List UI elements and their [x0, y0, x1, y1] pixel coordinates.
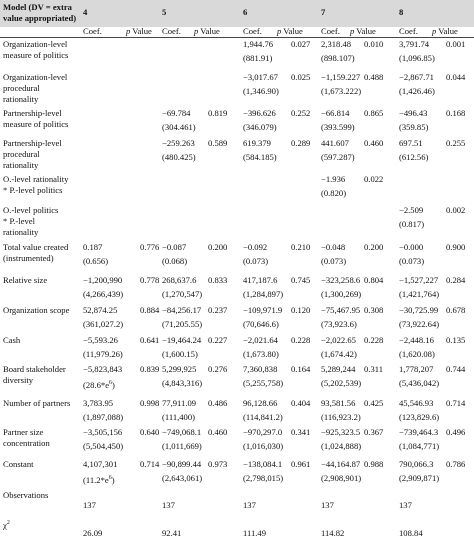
coef-value: −75,467.95 — [321, 305, 361, 315]
coef-value: −749,068.1 — [162, 427, 202, 437]
coef-value: −2,448.16 — [399, 335, 434, 345]
std-error: (0.656) — [83, 256, 109, 266]
std-error: (73,923.6) — [321, 319, 357, 329]
coef-value: −1,527,227 — [399, 275, 439, 285]
std-error: (1,897,088) — [83, 412, 124, 422]
p-value: 0.276 — [208, 364, 228, 374]
coef-value: −3,017.67 — [243, 72, 278, 82]
p-value: 0.833 — [208, 275, 228, 285]
coef-value: −3,505,156 — [83, 427, 123, 437]
coef-value: −396.626 — [243, 108, 276, 118]
coef-value: 1,944.76 — [243, 39, 274, 49]
p-value: 0.678 — [446, 305, 466, 315]
std-error: (1,011,669) — [162, 441, 202, 451]
std-error: (0.073) — [321, 256, 347, 266]
std-error: (1,024,888) — [321, 441, 362, 451]
summary-value: 114.82 — [321, 528, 345, 538]
p-value: 0.002 — [446, 205, 466, 215]
p-value: 0.341 — [291, 427, 311, 437]
p-value-header: p Value — [126, 26, 152, 36]
std-error: (1,673.80) — [243, 349, 279, 359]
p-value-header: p Value — [350, 26, 376, 36]
coef-value: 441.607 — [321, 138, 349, 148]
p-value: 0.589 — [208, 138, 228, 148]
p-value: 0.486 — [208, 398, 228, 408]
p-value: 0.255 — [446, 138, 466, 148]
row-label: Observations — [3, 490, 49, 500]
row-label: Board stakeholder — [3, 364, 66, 374]
std-error: (346.079) — [243, 122, 277, 132]
summary-value: 137 — [162, 500, 175, 510]
std-error: $(11.2*e^6)$ — [83, 474, 115, 485]
std-error: (584.185) — [243, 152, 277, 162]
std-error: (1,673.222) — [321, 86, 362, 96]
coef-value: 1,778,207 — [399, 364, 434, 374]
std-error: (70,646.6) — [243, 319, 279, 329]
p-value: 0.027 — [291, 39, 311, 49]
row-label: Total value created — [3, 242, 69, 252]
p-value-header: p Value — [277, 26, 303, 36]
coef-value: 52,874.25 — [83, 305, 118, 315]
row-label: Partnership-level — [3, 138, 62, 148]
p-value: 0.961 — [291, 459, 311, 469]
model-number-8: 8 — [399, 7, 404, 17]
std-error: (1,284,897) — [243, 289, 284, 299]
coef-header: Coef. — [321, 26, 340, 36]
std-error: (898.107) — [321, 53, 355, 63]
summary-value: 137 — [399, 500, 412, 510]
std-error: (304.461) — [162, 122, 196, 132]
p-value: 0.227 — [208, 335, 228, 345]
row-label: Organization-level — [3, 39, 68, 49]
coef-value: −259.263 — [162, 138, 195, 148]
coef-value: −0.048 — [321, 242, 346, 252]
model-number-7: 7 — [321, 7, 326, 17]
p-value: 0.168 — [446, 108, 466, 118]
row-label: rationality — [3, 160, 39, 170]
p-value: 0.884 — [140, 305, 160, 315]
model-label: Model (DV = extra — [3, 2, 72, 12]
coef-value: −1,200,990 — [83, 275, 123, 285]
std-error: (2,909,871) — [399, 473, 440, 483]
coef-value: −739,464.3 — [399, 427, 439, 437]
coef-value: −44,164.87 — [321, 459, 361, 469]
row-label: Cash — [3, 335, 21, 345]
std-error: (2,798,015) — [243, 473, 284, 483]
row-label: procedural — [3, 149, 40, 159]
p-value: 0.228 — [291, 335, 311, 345]
p-value: 0.311 — [364, 364, 384, 374]
std-error: (5,202,539) — [321, 378, 362, 388]
std-error: (361,027.2) — [83, 319, 124, 329]
coef-value: 96,128.66 — [243, 398, 278, 408]
coef-header: Coef. — [83, 26, 102, 36]
std-error: (1,674.42) — [321, 349, 357, 359]
std-error: (1,426.46) — [399, 86, 435, 96]
p-value: 0.714 — [446, 398, 466, 408]
std-error: (114,841.2) — [243, 412, 283, 422]
p-value: 0.819 — [208, 108, 228, 118]
std-error: (4,843,316) — [162, 378, 203, 388]
row-label: O.-level rationality — [3, 174, 69, 184]
coef-value: 0.187 — [83, 242, 103, 252]
row-label: (instrumented) — [3, 253, 54, 263]
p-value-header: p Value — [194, 26, 220, 36]
p-value: 0.200 — [364, 242, 384, 252]
row-label: procedural — [3, 83, 40, 93]
p-value: 0.237 — [208, 305, 228, 315]
coef-value: 7,360,838 — [243, 364, 278, 374]
p-value: 0.776 — [140, 242, 160, 252]
row-label: rationality — [3, 227, 39, 237]
p-value-header: p Value — [432, 26, 458, 36]
coef-value: 3,783.95 — [83, 398, 114, 408]
coef-value: −0.087 — [162, 242, 187, 252]
summary-value: 137 — [321, 500, 334, 510]
coef-value: 93,581.56 — [321, 398, 356, 408]
coef-value: 4,107,301 — [83, 459, 118, 469]
row-label: Relative size — [3, 275, 48, 285]
model-number-4: 4 — [83, 7, 88, 17]
p-value: 0.200 — [208, 242, 228, 252]
row-label: O.-level politics — [3, 205, 59, 215]
coef-value: 3,791.74 — [399, 39, 430, 49]
summary-value: 137 — [243, 500, 256, 510]
coef-value: 5,299,925 — [162, 364, 197, 374]
coef-header: Coef. — [243, 26, 262, 36]
coef-header: Coef. — [162, 26, 181, 36]
p-value: 0.900 — [446, 242, 466, 252]
coef-value: 417,187.6 — [243, 275, 278, 285]
coef-value: −19,464.24 — [162, 335, 202, 345]
p-value: 0.135 — [446, 335, 466, 345]
p-value: 0.164 — [291, 364, 311, 374]
p-value: 0.641 — [140, 335, 160, 345]
p-value: 0.745 — [291, 275, 311, 285]
p-value: 0.404 — [291, 398, 311, 408]
p-value: 0.460 — [208, 427, 228, 437]
std-error: (0.820) — [321, 188, 347, 198]
std-error: (1,096.85) — [399, 53, 435, 63]
row-label: rationality — [3, 94, 39, 104]
row-label: * P.-level — [3, 216, 35, 226]
std-error: (0.068) — [162, 256, 188, 266]
coef-value: −5,593.26 — [83, 335, 118, 345]
model-label: value appropriated) — [3, 13, 77, 23]
std-error: (71,205.55) — [162, 319, 203, 329]
std-error: (480.425) — [162, 152, 196, 162]
summary-value: 26.09 — [83, 528, 103, 538]
std-error: (111,400) — [162, 412, 196, 422]
p-value: 0.744 — [446, 364, 466, 374]
coef-value: 268,637.6 — [162, 275, 197, 285]
std-error: (73,922.64) — [399, 319, 440, 329]
row-label: Partnership-level — [3, 108, 62, 118]
coef-value: −2,867.71 — [399, 72, 434, 82]
row-label: measure of politics — [3, 119, 69, 129]
p-value: 0.228 — [364, 335, 384, 345]
coef-value: 2,318.48 — [321, 39, 352, 49]
p-value: 0.120 — [291, 305, 311, 315]
coef-value: −66.814 — [321, 108, 350, 118]
std-error: (1,600.15) — [162, 349, 198, 359]
row-label: diversity — [3, 375, 34, 385]
p-value: 0.022 — [364, 174, 384, 184]
summary-value: 92.41 — [162, 528, 182, 538]
std-error: (5,436,042) — [399, 378, 440, 388]
std-error: (0.073) — [243, 256, 269, 266]
model-number-6: 6 — [243, 7, 248, 17]
row-label: concentration — [3, 438, 50, 448]
std-error: (2,908,901) — [321, 473, 362, 483]
row-label: Partner size — [3, 427, 44, 437]
coef-value: −496.43 — [399, 108, 428, 118]
coef-value: −84,256.17 — [162, 305, 202, 315]
std-error: (1,620.08) — [399, 349, 435, 359]
row-label: Organization-level — [3, 72, 68, 82]
coef-value: −90,899.44 — [162, 459, 202, 469]
std-error: (359.85) — [399, 122, 429, 132]
p-value: 0.460 — [364, 138, 384, 148]
std-error: (0.817) — [399, 219, 425, 229]
coef-value: −970,297.0 — [243, 427, 283, 437]
std-error: (1,084,771) — [399, 441, 440, 451]
p-value: 0.786 — [446, 459, 466, 469]
coef-value: −0.092 — [243, 242, 268, 252]
p-value: 0.289 — [291, 138, 311, 148]
coef-value: −925,323.5 — [321, 427, 361, 437]
p-value: 0.804 — [364, 275, 384, 285]
row-label: measure of politics — [3, 50, 69, 60]
p-value: 0.284 — [446, 275, 466, 285]
coef-value: 790,066.3 — [399, 459, 434, 469]
coef-value: −2.509 — [399, 205, 424, 215]
std-error: (1,421,764) — [399, 289, 440, 299]
p-value: 0.252 — [291, 108, 311, 118]
std-error: (1,016,030) — [243, 441, 284, 451]
coef-value: −109,971.9 — [243, 305, 283, 315]
row-label: Constant — [3, 459, 34, 469]
row-label: Number of partners — [3, 398, 71, 408]
coef-value: −0.000 — [399, 242, 424, 252]
std-error: (5,255,758) — [243, 378, 284, 388]
std-error: (11,979.26) — [83, 349, 123, 359]
coef-value: 619.379 — [243, 138, 271, 148]
header-rule — [0, 37, 474, 38]
coef-value: −69.784 — [162, 108, 191, 118]
coef-value: −1,159.227 — [321, 72, 361, 82]
std-error: (881.91) — [243, 53, 273, 63]
p-value: 0.488 — [364, 72, 384, 82]
std-error: (1,300,269) — [321, 289, 362, 299]
std-error: (5,504,450) — [83, 441, 124, 451]
std-error: (2,643,061) — [162, 473, 203, 483]
coef-value: −2,022.65 — [321, 335, 356, 345]
row-label: $\chi^2$ — [3, 519, 10, 530]
p-value: 0.998 — [140, 398, 160, 408]
p-value: 0.044 — [446, 72, 466, 82]
coef-value: −138,084.1 — [243, 459, 283, 469]
p-value: 0.973 — [208, 459, 228, 469]
model-number-5: 5 — [162, 7, 167, 17]
summary-value: 137 — [83, 500, 96, 510]
std-error: (1,270,547) — [162, 289, 203, 299]
row-label: Organization scope — [3, 305, 70, 315]
std-error: (4,266,439) — [83, 289, 124, 299]
p-value: 0.865 — [364, 108, 384, 118]
p-value: 0.425 — [364, 398, 384, 408]
p-value: 0.988 — [364, 459, 384, 469]
coef-value: 697.51 — [399, 138, 423, 148]
p-value: 0.010 — [364, 39, 384, 49]
coef-value: −5,823,843 — [83, 364, 123, 374]
summary-value: 111.49 — [243, 528, 266, 538]
coef-value: 77,911.09 — [162, 398, 197, 408]
std-error: (0.073) — [399, 256, 425, 266]
p-value: 0.496 — [446, 427, 466, 437]
p-value: 0.839 — [140, 364, 160, 374]
coef-value: −1.936 — [321, 174, 346, 184]
p-value: 0.778 — [140, 275, 160, 285]
coef-value: 5,289,244 — [321, 364, 356, 374]
p-value: 0.308 — [364, 305, 384, 315]
coef-value: −2,021.64 — [243, 335, 278, 345]
p-value: 0.640 — [140, 427, 160, 437]
p-value: 0.025 — [291, 72, 311, 82]
std-error: (1,346.90) — [243, 86, 279, 96]
coef-value: 45,546.93 — [399, 398, 434, 408]
std-error: (116,923.2) — [321, 412, 361, 422]
coef-value: −30,725.99 — [399, 305, 439, 315]
std-error: (123,829.6) — [399, 412, 440, 422]
std-error: $(28.6*e^6)$ — [83, 379, 115, 390]
coef-header: Coef. — [399, 26, 418, 36]
p-value: 0.210 — [291, 242, 311, 252]
p-value: 0.001 — [446, 39, 466, 49]
std-error: (393.599) — [321, 122, 355, 132]
summary-value: 108.84 — [399, 528, 423, 538]
coef-value: −323,258.6 — [321, 275, 361, 285]
std-error: (612.56) — [399, 152, 429, 162]
row-label: * P.-level politics — [3, 185, 63, 195]
std-error: (597.287) — [321, 152, 355, 162]
p-value: 0.714 — [140, 459, 160, 469]
p-value: 0.367 — [364, 427, 384, 437]
